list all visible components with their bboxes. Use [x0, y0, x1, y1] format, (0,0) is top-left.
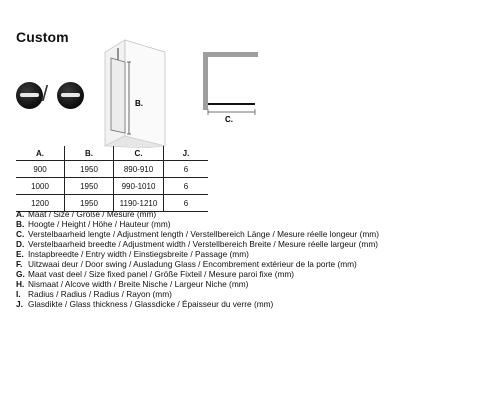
legend-item: D. Verstelbaarheid breedte / Adjustment width / Verstellbereich Breite / Mesure réelle largeur (mm) [16, 239, 379, 249]
cell: 6 [164, 178, 209, 195]
dimensions-table [16, 146, 208, 212]
legend-item: B. Hoogte / Height / Höhe / Hauteur (mm) [16, 219, 171, 229]
cell: 990-1010 [114, 178, 164, 195]
legend-item: J. Glasdikte / Glass thickness / Glassdicke / Épaisseur du verre (mm) [16, 299, 274, 309]
panel-plan-view [203, 52, 263, 122]
header-j: J. [164, 146, 209, 161]
width-label: C. [225, 115, 233, 122]
cell: 6 [164, 161, 209, 178]
cell: 1200 [16, 195, 65, 212]
panel-perspective-drawing [95, 38, 180, 148]
cell: 890-910 [114, 161, 164, 178]
legend-item: E. Instapbreedte / Entry width / Einstiegsbreite / Passage (mm) [16, 249, 249, 259]
top-wall [203, 52, 258, 57]
glass-panel [111, 58, 125, 133]
cell: 6 [164, 195, 209, 212]
round-handle-alt-icon [57, 82, 84, 109]
legend [16, 209, 379, 309]
cell: 1950 [65, 161, 114, 178]
cell: 900 [16, 161, 65, 178]
side-wall [125, 40, 165, 146]
legend-item: C. Verstelbaarheid lengte / Adjustment length / Verstellbereich Länge / Mesure réelle longeur (mm) [16, 229, 379, 239]
separator-slash: / [42, 81, 49, 106]
height-label: B. [135, 99, 143, 108]
header-a: A. [16, 146, 65, 161]
table-header-row [16, 146, 208, 161]
cell: 1000 [16, 178, 65, 195]
legend-item: A. Maat / Size / Größe / Mesure (mm) [16, 209, 157, 219]
legend-item: G. Maat vast deel / Size fixed panel / Größe Fixteil / Mesure paroi fixe (mm) [16, 269, 295, 279]
round-handle-icon [16, 82, 43, 109]
cell: 1950 [65, 178, 114, 195]
table-row [16, 178, 208, 195]
cell: 1190-1210 [114, 195, 164, 212]
left-wall [203, 52, 208, 110]
table-row [16, 161, 208, 178]
legend-item: F. Uitzwaai deur / Door swing / Ausladung Glass / Encombrement extérieur de la porte (mm) [16, 259, 357, 269]
header-b: B. [65, 146, 114, 161]
page-title: Custom [16, 29, 69, 45]
cell: 1950 [65, 195, 114, 212]
header-c: C. [114, 146, 164, 161]
legend-item: H. Nismaat / Alcove width / Breite Nische / Largeur Niche (mm) [16, 279, 249, 289]
legend-item: I. Radius / Radius / Radius / Rayon (mm) [16, 289, 172, 299]
